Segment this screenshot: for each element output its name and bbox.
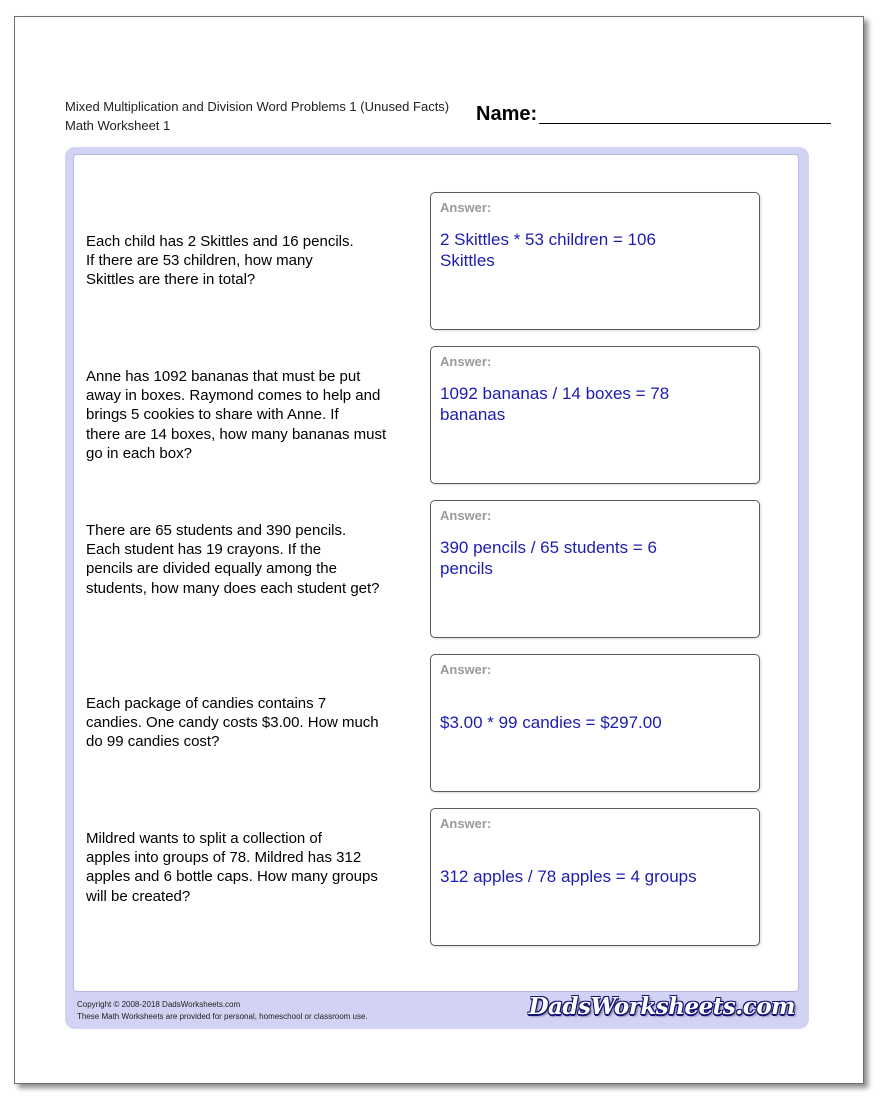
- worksheet-title: [65, 97, 449, 135]
- answer-text: [440, 537, 740, 579]
- problem-line: apples and 6 bottle caps. How many groups: [86, 868, 378, 886]
- problem-line: brings 5 cookies to share with Anne. If: [86, 406, 339, 424]
- problem-line: Each child has 2 Skittles and 16 pencils.: [86, 233, 354, 250]
- answer-label: Answer:: [440, 200, 492, 215]
- answer-line: Skittles: [440, 251, 495, 270]
- problem-line: do 99 candies cost?: [86, 733, 220, 751]
- answer-box-3[interactable]: [430, 500, 760, 638]
- problem-1-text: [86, 232, 416, 290]
- problem-line: students, how many does each student get?: [86, 579, 380, 597]
- answer-line: $3.00 * 99 candies = $297.00: [440, 713, 662, 732]
- problem-line: pencils are divided equally among the: [86, 560, 337, 578]
- problem-4-text: [86, 694, 416, 752]
- answer-line: 1092 bananas / 14 boxes = 78: [440, 384, 670, 403]
- name-label: Name:: [476, 103, 538, 125]
- answer-line: 312 apples / 78 apples = 4 groups: [440, 867, 697, 886]
- problems-panel: [73, 154, 799, 992]
- problem-line: Mildred wants to split a collection of: [86, 830, 322, 847]
- answer-text: [440, 229, 740, 271]
- usage-notice: These Math Worksheets are provided for personal, homeschool or classroom use.: [77, 1012, 368, 1021]
- answer-line: 2 Skittles * 53 children = 106: [440, 230, 656, 249]
- title-line-2: Math Worksheet 1: [65, 118, 171, 133]
- problem-line: Each student has 19 crayons. If the: [86, 541, 322, 559]
- problem-line: There are 65 students and 390 pencils.: [86, 522, 347, 539]
- copyright-text: Copyright © 2008-2018 DadsWorksheets.com: [77, 1000, 241, 1009]
- problem-line: there are 14 boxes, how many bananas must: [86, 425, 387, 443]
- answer-box-4[interactable]: [430, 654, 760, 792]
- answer-label: Answer:: [440, 354, 492, 369]
- answer-line: 390 pencils / 65 students = 6: [440, 538, 657, 557]
- worksheet-page: [14, 16, 864, 1084]
- problem-line: If there are 53 children, how many: [86, 252, 313, 270]
- answer-line: bananas: [440, 405, 506, 424]
- answer-text: [440, 383, 740, 425]
- problem-line: Anne has 1092 bananas that must be put: [86, 368, 361, 385]
- name-line: [539, 123, 831, 124]
- problem-line: Each package of candies contains 7: [86, 695, 327, 712]
- answer-text: [440, 712, 740, 733]
- footer-notice: [77, 999, 368, 1023]
- problem-2-text: [86, 367, 416, 463]
- answer-line: pencils: [440, 559, 493, 578]
- title-line-1: Mixed Multiplication and Division Word Problems 1 (Unused Facts): [65, 99, 450, 114]
- problem-line: go in each box?: [86, 444, 192, 462]
- problem-line: apples into groups of 78. Mildred has 312: [86, 849, 362, 867]
- problem-line: Skittles are there in total?: [86, 271, 256, 289]
- answer-box-2[interactable]: [430, 346, 760, 484]
- dadsworksheets-logo[interactable]: DadsWorksheets.com: [528, 993, 795, 1020]
- answer-box-5[interactable]: [430, 808, 760, 946]
- problem-3-text: [86, 521, 416, 598]
- answer-label: Answer:: [440, 508, 492, 523]
- answer-text: [440, 866, 740, 887]
- problem-5-text: [86, 829, 416, 906]
- answer-label: Answer:: [440, 662, 492, 677]
- problem-line: candies. One candy costs $3.00. How much: [86, 714, 379, 732]
- problems-frame: [65, 147, 809, 1029]
- answer-label: Answer:: [440, 816, 492, 831]
- answer-box-1[interactable]: [430, 192, 760, 330]
- problem-line: will be created?: [86, 887, 191, 905]
- problem-line: away in boxes. Raymond comes to help and: [86, 387, 381, 405]
